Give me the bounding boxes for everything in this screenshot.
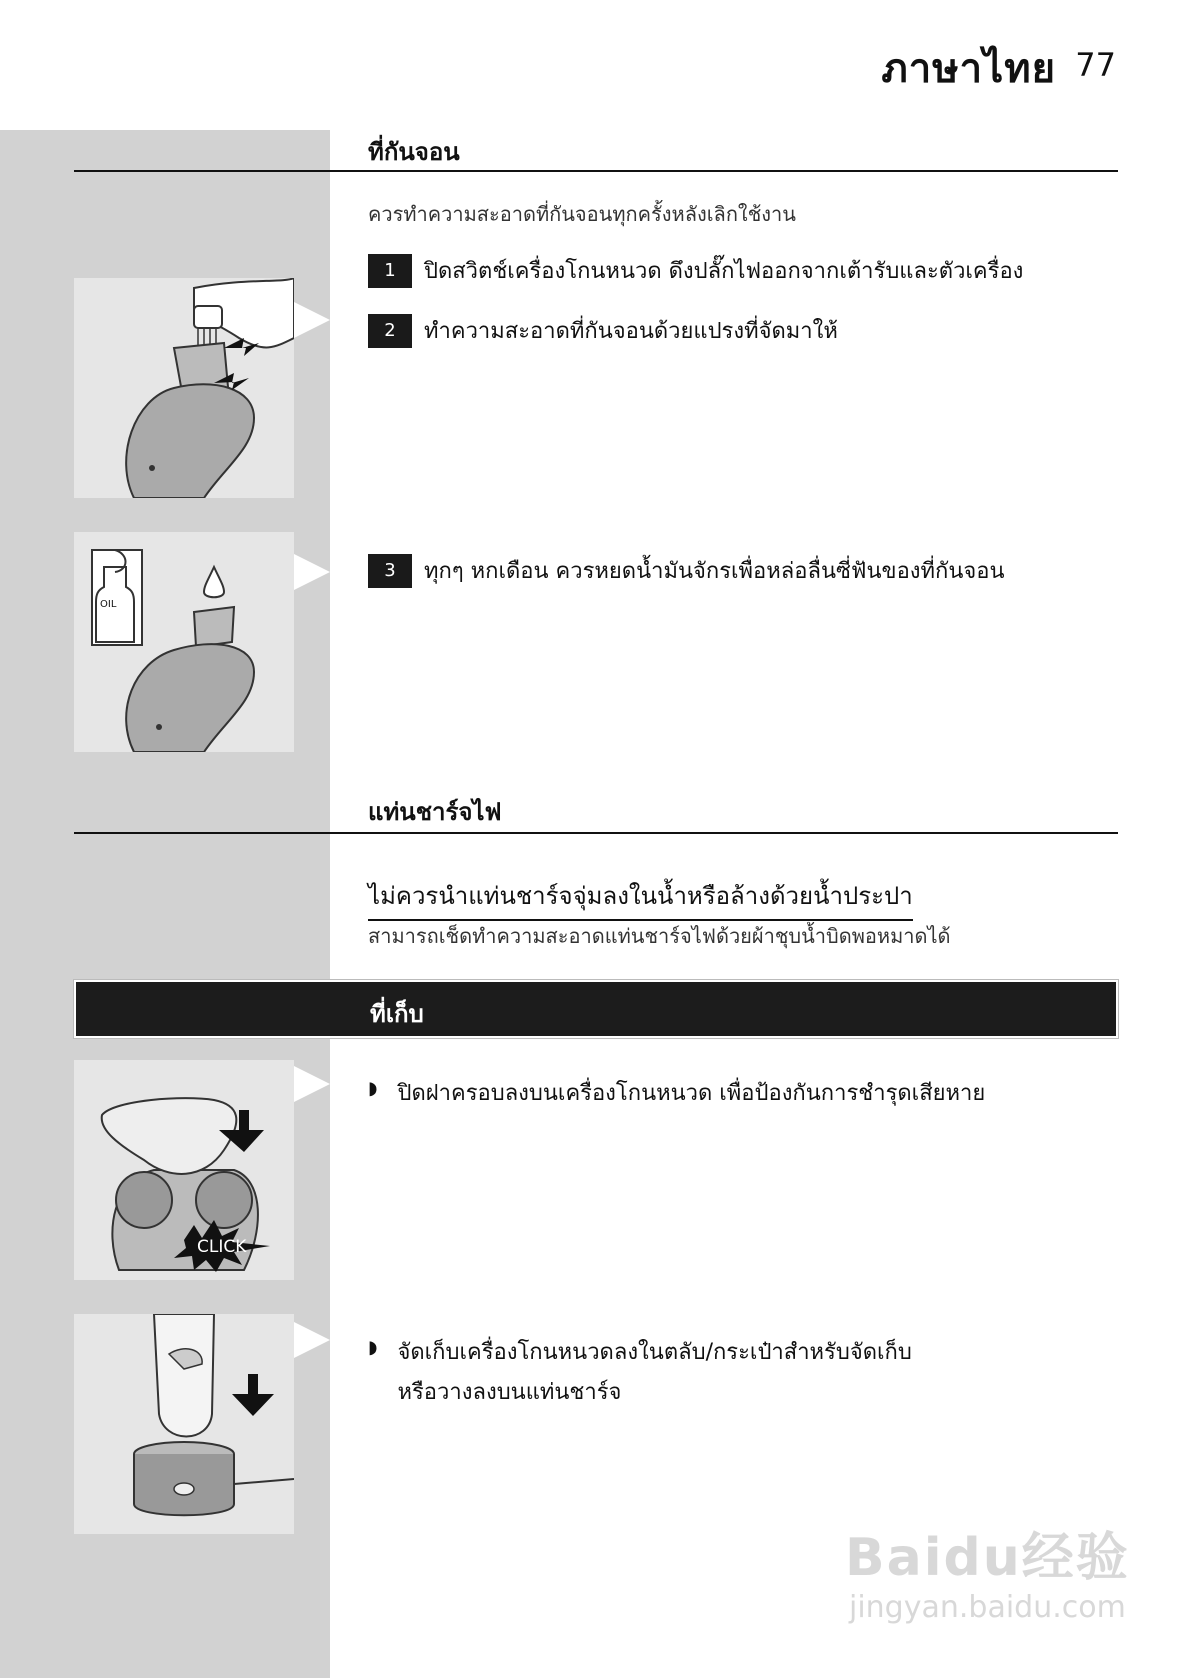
svg-text:CLICK: CLICK — [197, 1237, 247, 1257]
bullet-text: ปิดฝาครอบลงบนเครื่องโกนหนวด เพื่อป้องกันการชำรุดเสียหาย — [397, 1081, 986, 1106]
section-title-storage: ที่เก็บ — [370, 1000, 424, 1028]
oil-bottle-icon — [74, 532, 294, 752]
illustration-cap-click — [74, 1060, 294, 1280]
callout-pointer — [294, 1322, 330, 1358]
step-3 — [368, 553, 1005, 588]
step-text: ทุกๆ หกเดือน ควรหยดน้ำมันจักรเพื่อหล่อลื่นซี่ฟันของที่กันจอน — [424, 559, 1005, 584]
bullet-icon: ◗ — [368, 1078, 378, 1099]
illustration-brush-trimmer — [74, 278, 294, 498]
callout-pointer — [294, 302, 330, 338]
shaver-cap-icon — [74, 1060, 294, 1280]
section-title-charger: แท่นชาร์จไฟ — [368, 798, 502, 826]
callout-pointer — [294, 1066, 330, 1102]
step-1 — [368, 253, 1023, 288]
storage-bullet-2 — [368, 1333, 912, 1413]
charger-text: สามารถเช็ดทำความสะอาดแท่นชาร์จไฟด้วยผ้าชุบน้ำบิดพอหมาดได้ — [368, 924, 951, 948]
storage-bullet-1 — [368, 1074, 985, 1114]
page-title: ภาษาไทย — [881, 46, 1056, 92]
step-2 — [368, 313, 838, 348]
charger-warning: ไม่ควรนำแท่นชาร์จจุ่มลงในน้ำหรือล้างด้วยน้ำประปา — [368, 876, 913, 921]
illustration-stand — [74, 1314, 294, 1534]
step-number: 3 — [368, 554, 412, 588]
bullet-icon: ◗ — [368, 1337, 378, 1358]
step-number: 2 — [368, 314, 412, 348]
shaver-brush-icon — [74, 278, 294, 498]
section-title-guard: ที่กันจอน — [368, 138, 460, 166]
watermark-main: Baidu经验 — [845, 1528, 1130, 1588]
section-rule — [74, 832, 1118, 834]
section-heading-storage — [74, 980, 1118, 1038]
watermark-sub: jingyan.baidu.com — [849, 1590, 1126, 1625]
step-text: ปิดสวิตช์เครื่องโกนหนวด ดึงปลั๊กไฟออกจากเต้ารับและตัวเครื่อง — [424, 259, 1024, 284]
callout-pointer — [294, 554, 330, 590]
step-text: ทำความสะอาดที่กันจอนด้วยแปรงที่จัดมาให้ — [424, 319, 838, 344]
section-rule — [74, 170, 1118, 172]
svg-text:OIL: OIL — [100, 599, 117, 610]
illustration-oil-trimmer — [74, 532, 294, 752]
bullet-text: จัดเก็บเครื่องโกนหนวดลงในตลับ/กระเป๋าสำหรับจัดเก็บ หรือวางลงบนแท่นชาร์จ — [397, 1340, 912, 1405]
charger-stand-icon — [74, 1314, 294, 1534]
step-number: 1 — [368, 254, 412, 288]
page-number: 77 — [1075, 46, 1116, 84]
watermark — [845, 1515, 1130, 1625]
intro-text: ควรทำความสะอาดที่กันจอนทุกครั้งหลังเลิกใช้งาน — [368, 202, 796, 226]
